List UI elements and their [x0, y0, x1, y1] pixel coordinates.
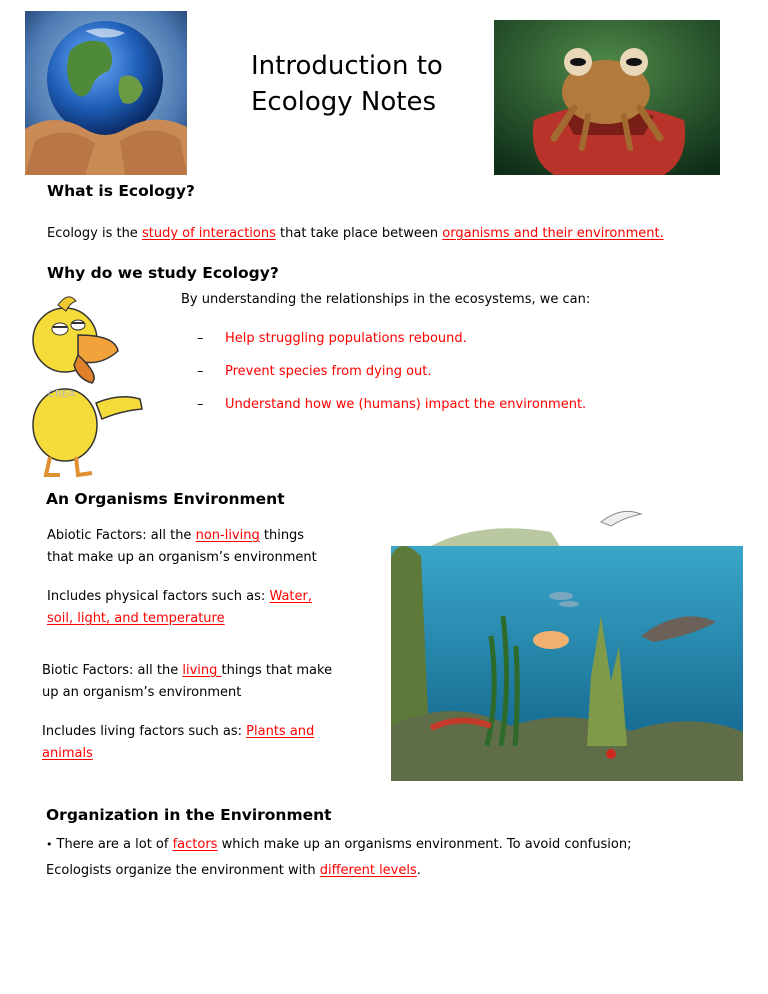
definition-pre: Ecology is the — [47, 226, 142, 241]
living-pre: Includes living factors such as: — [42, 724, 247, 739]
heading-organisms-environment: An Organisms Environment — [46, 490, 285, 508]
heading-what-is-ecology: What is Ecology? — [47, 182, 195, 200]
biotic-post: things that make — [221, 663, 333, 678]
organization-text — [46, 834, 631, 882]
blank-water: Water, — [269, 589, 312, 604]
physical-factors — [47, 586, 312, 630]
page-title — [251, 48, 443, 120]
organization-line2-post: . — [416, 863, 421, 878]
organization-pre: There are a lot of — [56, 837, 173, 852]
organization-post: which make up an organisms environment. To avoid confusion; — [217, 837, 632, 852]
list-item — [197, 331, 586, 364]
biotic-definition — [42, 660, 332, 704]
blank-study-of-interactions: study of interactions — [141, 226, 276, 241]
duck-image — [20, 285, 145, 480]
abiotic-line-2: that make up an organism’s environment — [47, 550, 317, 565]
abiotic-pre: Abiotic Factors: all the — [47, 528, 196, 543]
biotic-pre: Biotic Factors: all the — [42, 663, 183, 678]
organization-line2-pre: Ecologists organize the environment with — [46, 863, 320, 878]
blank-factors: factors — [172, 837, 218, 852]
blank-organisms-environment: organisms and their environment. — [442, 226, 664, 241]
earth-in-hands-icon — [25, 11, 187, 175]
blank-plants: Plants and — [246, 724, 315, 739]
definition-mid: that take place between — [275, 226, 443, 241]
bullet-prevent-extinction: Prevent species from dying out. — [225, 364, 432, 379]
bullet-human-impact: Understand how we (humans) impact the environment. — [225, 397, 587, 412]
living-factors — [42, 721, 314, 765]
list-item — [197, 364, 586, 397]
dash-marker: – — [197, 331, 204, 346]
abiotic-post: things — [259, 528, 305, 543]
ocean-ecosystem-icon — [391, 496, 743, 781]
heading-why-study-ecology: Why do we study Ecology? — [47, 264, 279, 282]
blank-non-living: non-living — [195, 528, 260, 543]
why-bullet-list — [197, 331, 586, 430]
bullet-marker: • — [46, 838, 53, 851]
tree-frog-icon — [494, 20, 720, 175]
dash-marker: – — [197, 397, 204, 412]
duck-watermark: CREA — [48, 389, 76, 400]
earth-image — [25, 11, 187, 175]
title-line-1: Introduction to — [251, 51, 443, 81]
blank-soil-light-temperature: soil, light, and temperature — [47, 611, 225, 626]
definition-text — [47, 223, 664, 245]
why-intro: By understanding the relationships in the ecosystems, we can: — [181, 292, 591, 307]
abiotic-definition — [47, 525, 317, 569]
bullet-help-populations: Help struggling populations rebound. — [225, 331, 467, 346]
physical-pre: Includes physical factors such as: — [47, 589, 270, 604]
ocean-image — [391, 496, 743, 781]
blank-living: living — [182, 663, 222, 678]
list-item — [197, 397, 586, 430]
heading-organization: Organization in the Environment — [46, 806, 332, 824]
dash-marker: – — [197, 364, 204, 379]
cartoon-duck-icon — [20, 285, 145, 480]
title-line-2: Ecology Notes — [251, 87, 437, 117]
frog-image — [494, 20, 720, 175]
blank-animals: animals — [42, 746, 93, 761]
blank-different-levels: different levels — [319, 863, 417, 878]
biotic-line-2: up an organism’s environment — [42, 685, 242, 700]
